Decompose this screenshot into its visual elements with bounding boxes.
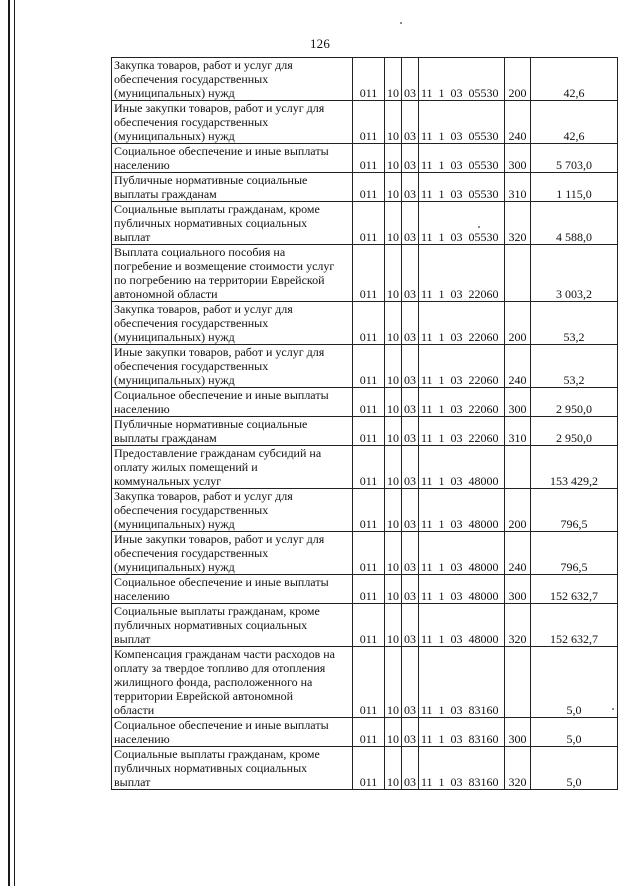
expense-name-line: Социальные выплаты гражданам, кроме [114, 604, 320, 618]
expense-name-line: (муниципальных) нужд [114, 373, 235, 387]
expense-type-cell: 300 [505, 388, 531, 417]
table-row [112, 173, 618, 202]
subsection-code-cell: 03 [402, 173, 419, 202]
ministry-code-cell: 011 [353, 575, 385, 604]
target-article-cell: 11 1 03 83160 [419, 718, 505, 747]
subsection-code-cell: 03 [402, 388, 419, 417]
section-code-cell: 10 [385, 532, 402, 575]
expense-name-line: жилищного фонда, расположенного на [114, 675, 313, 689]
expense-type-cell: 310 [505, 173, 531, 202]
expense-name-line: Социальные выплаты гражданам, кроме [114, 202, 320, 216]
expense-name-line: (муниципальных) нужд [114, 129, 235, 143]
amount-cell: 5,0 [531, 647, 618, 718]
amount-cell: 152 632,7 [531, 575, 618, 604]
amount-cell: 5 703,0 [531, 144, 618, 173]
expense-name-line: Социальное обеспечение и иные выплаты [114, 718, 329, 732]
expense-name-line: территории Еврейской автономной [114, 689, 294, 703]
amount-cell: 152 632,7 [531, 604, 618, 647]
ministry-code-cell: 011 [353, 718, 385, 747]
target-article-cell: 11 1 03 22060 [419, 417, 505, 446]
expense-name-line: Предоставление гражданам субсидий на [114, 446, 322, 460]
table-row [112, 532, 618, 575]
expense-name-line: Иные закупки товаров, работ и услуг для [114, 532, 325, 546]
table-row [112, 144, 618, 173]
expense-name-line: выплат [114, 632, 151, 646]
expense-name-line: публичных нормативных социальных [114, 216, 308, 230]
expense-name-line: населению [114, 732, 170, 746]
expense-name-cell [112, 575, 353, 604]
expense-name-line: Закупка товаров, работ и услуг для [114, 302, 293, 316]
section-code-cell: 10 [385, 718, 402, 747]
expense-name-line: коммунальных услуг [114, 474, 222, 488]
target-article-cell: 11 1 03 48000 [419, 575, 505, 604]
table-row [112, 747, 618, 790]
expense-name-line: обеспечения государственных [114, 316, 269, 330]
section-code-cell: 10 [385, 144, 402, 173]
expense-name-line: Социальные выплаты гражданам, кроме [114, 747, 320, 761]
table-row [112, 302, 618, 345]
expense-name-cell [112, 604, 353, 647]
table-row [112, 345, 618, 388]
expense-name-line: (муниципальных) нужд [114, 560, 235, 574]
expense-type-cell [505, 446, 531, 489]
expense-name-line: Социальное обеспечение и иные выплаты [114, 388, 329, 402]
expense-name-line: по погребению на территории Еврейской [114, 273, 325, 287]
amount-cell: 153 429,2 [531, 446, 618, 489]
amount-cell: 2 950,0 [531, 417, 618, 446]
ministry-code-cell: 011 [353, 345, 385, 388]
expense-name-cell [112, 747, 353, 790]
expense-name-line: Иные закупки товаров, работ и услуг для [114, 101, 325, 115]
amount-cell: 5,0 [531, 718, 618, 747]
target-article-cell: 11 1 03 48000 [419, 446, 505, 489]
ministry-code-cell: 011 [353, 647, 385, 718]
ministry-code-cell: 011 [353, 173, 385, 202]
section-code-cell: 10 [385, 101, 402, 144]
expense-name-line: выплат [114, 230, 151, 244]
table-row [112, 604, 618, 647]
expense-type-cell [505, 647, 531, 718]
expense-type-cell: 240 [505, 532, 531, 575]
expense-type-cell: 300 [505, 144, 531, 173]
target-article-cell: 11 1 03 22060 [419, 245, 505, 302]
binding-edge-line [14, 0, 15, 886]
expense-name-line: выплаты гражданам [114, 187, 217, 201]
ministry-code-cell: 011 [353, 747, 385, 790]
target-article-cell: 11 1 03 48000 [419, 532, 505, 575]
section-code-cell: 10 [385, 747, 402, 790]
expense-type-cell: 320 [505, 604, 531, 647]
expense-name-cell [112, 202, 353, 245]
expense-type-cell: 320 [505, 202, 531, 245]
subsection-code-cell: 03 [402, 446, 419, 489]
table-row [112, 388, 618, 417]
expense-name-line: (муниципальных) нужд [114, 330, 235, 344]
amount-cell: 42,6 [531, 58, 618, 101]
expense-name-cell [112, 245, 353, 302]
expense-name-line: обеспечения государственных [114, 503, 269, 517]
subsection-code-cell: 03 [402, 747, 419, 790]
expense-name-line: Закупка товаров, работ и услуг для [114, 489, 293, 503]
amount-cell: 796,5 [531, 489, 618, 532]
section-code-cell: 10 [385, 245, 402, 302]
expense-name-line: выплат [114, 775, 151, 789]
expense-name-line: Социальное обеспечение и иные выплаты [114, 575, 329, 589]
expense-name-line: населению [114, 158, 170, 172]
subsection-code-cell: 03 [402, 575, 419, 604]
expense-name-line: области [114, 703, 155, 717]
table-row [112, 718, 618, 747]
target-article-cell: 11 1 03 48000 [419, 489, 505, 532]
scan-speck [400, 22, 402, 24]
expense-type-cell: 320 [505, 747, 531, 790]
expense-type-cell: 310 [505, 417, 531, 446]
expense-name-line: Иные закупки товаров, работ и услуг для [114, 345, 325, 359]
expense-name-line: обеспечения государственных [114, 359, 269, 373]
expense-name-cell [112, 101, 353, 144]
expense-name-line: Публичные нормативные социальные [114, 173, 308, 187]
ministry-code-cell: 011 [353, 417, 385, 446]
expense-name-line: Публичные нормативные социальные [114, 417, 308, 431]
subsection-code-cell: 03 [402, 718, 419, 747]
ministry-code-cell: 011 [353, 58, 385, 101]
expense-type-cell: 240 [505, 101, 531, 144]
target-article-cell: 11 1 03 05530 [419, 144, 505, 173]
amount-cell: 53,2 [531, 345, 618, 388]
expense-name-cell [112, 718, 353, 747]
expense-name-line: автономной области [114, 287, 218, 301]
expense-name-line: Закупка товаров, работ и услуг для [114, 58, 293, 72]
table-row [112, 202, 618, 245]
subsection-code-cell: 03 [402, 417, 419, 446]
target-article-cell: 11 1 03 83160 [419, 747, 505, 790]
expense-name-line: обеспечения государственных [114, 72, 269, 86]
subsection-code-cell: 03 [402, 345, 419, 388]
subsection-code-cell: 03 [402, 101, 419, 144]
expense-name-cell [112, 446, 353, 489]
subsection-code-cell: 03 [402, 144, 419, 173]
subsection-code-cell: 03 [402, 202, 419, 245]
ministry-code-cell: 011 [353, 532, 385, 575]
ministry-code-cell: 011 [353, 202, 385, 245]
expense-name-line: публичных нормативных социальных [114, 618, 308, 632]
subsection-code-cell: 03 [402, 58, 419, 101]
table-row [112, 575, 618, 604]
table-row [112, 58, 618, 101]
target-article-cell: 11 1 03 83160 [419, 647, 505, 718]
ministry-code-cell: 011 [353, 388, 385, 417]
section-code-cell: 10 [385, 446, 402, 489]
section-code-cell: 10 [385, 388, 402, 417]
page-number: 126 [309, 36, 331, 51]
expense-type-cell: 200 [505, 58, 531, 101]
expense-type-cell: 200 [505, 302, 531, 345]
expense-name-line: населению [114, 402, 170, 416]
expense-name-line: (муниципальных) нужд [114, 517, 235, 531]
amount-cell: 796,5 [531, 532, 618, 575]
expense-name-cell [112, 417, 353, 446]
target-article-cell: 11 1 03 05530 [419, 173, 505, 202]
expense-name-cell [112, 302, 353, 345]
table-row [112, 489, 618, 532]
expense-name-line: Компенсация гражданам части расходов на [114, 647, 335, 661]
expense-name-line: выплаты гражданам [114, 431, 217, 445]
target-article-cell: 11 1 03 05530 [419, 101, 505, 144]
subsection-code-cell: 03 [402, 302, 419, 345]
ministry-code-cell: 011 [353, 604, 385, 647]
ministry-code-cell: 011 [353, 489, 385, 532]
expense-name-line: Выплата социального пособия на [114, 245, 286, 259]
expense-type-cell: 200 [505, 489, 531, 532]
section-code-cell: 10 [385, 302, 402, 345]
target-article-cell: 11 1 03 05530 [419, 202, 505, 245]
expense-name-cell [112, 647, 353, 718]
section-code-cell: 10 [385, 173, 402, 202]
amount-cell: 53,2 [531, 302, 618, 345]
expense-name-cell [112, 345, 353, 388]
target-article-cell: 11 1 03 22060 [419, 302, 505, 345]
expense-type-cell: 240 [505, 345, 531, 388]
target-article-cell: 11 1 03 22060 [419, 345, 505, 388]
section-code-cell: 10 [385, 647, 402, 718]
amount-cell: 4 588,0 [531, 202, 618, 245]
ministry-code-cell: 011 [353, 144, 385, 173]
amount-cell: 1 115,0 [531, 173, 618, 202]
expense-name-cell [112, 144, 353, 173]
amount-cell: 5,0 [531, 747, 618, 790]
expense-name-line: обеспечения государственных [114, 115, 269, 129]
expense-name-line: обеспечения государственных [114, 546, 269, 560]
ministry-code-cell: 011 [353, 446, 385, 489]
subsection-code-cell: 03 [402, 647, 419, 718]
section-code-cell: 10 [385, 604, 402, 647]
expense-name-line: оплату жилых помещений и [114, 460, 258, 474]
subsection-code-cell: 03 [402, 245, 419, 302]
budget-table [111, 57, 618, 790]
expense-type-cell: 300 [505, 718, 531, 747]
target-article-cell: 11 1 03 05530 [419, 58, 505, 101]
section-code-cell: 10 [385, 489, 402, 532]
expense-name-cell [112, 489, 353, 532]
section-code-cell: 10 [385, 575, 402, 604]
target-article-cell: 11 1 03 48000 [419, 604, 505, 647]
table-row [112, 446, 618, 489]
table-row [112, 417, 618, 446]
expense-name-cell [112, 173, 353, 202]
subsection-code-cell: 03 [402, 604, 419, 647]
expense-name-line: публичных нормативных социальных [114, 761, 308, 775]
expense-name-line: (муниципальных) нужд [114, 86, 235, 100]
section-code-cell: 10 [385, 202, 402, 245]
expense-name-cell [112, 58, 353, 101]
ministry-code-cell: 011 [353, 101, 385, 144]
expense-name-line: оплату за твердое топливо для отопления [114, 661, 326, 675]
ministry-code-cell: 011 [353, 245, 385, 302]
ministry-code-cell: 011 [353, 302, 385, 345]
amount-cell: 42,6 [531, 101, 618, 144]
target-article-cell: 11 1 03 22060 [419, 388, 505, 417]
amount-cell: 3 003,2 [531, 245, 618, 302]
table-row [112, 101, 618, 144]
table-row [112, 245, 618, 302]
subsection-code-cell: 03 [402, 532, 419, 575]
expense-name-line: населению [114, 589, 170, 603]
expense-name-line: погребение и возмещение стоимости услуг [114, 259, 335, 273]
table-row [112, 647, 618, 718]
section-code-cell: 10 [385, 58, 402, 101]
expense-name-line: Социальное обеспечение и иные выплаты [114, 144, 329, 158]
expense-name-cell [112, 388, 353, 417]
section-code-cell: 10 [385, 417, 402, 446]
expense-name-cell [112, 532, 353, 575]
subsection-code-cell: 03 [402, 489, 419, 532]
section-code-cell: 10 [385, 345, 402, 388]
amount-cell: 2 950,0 [531, 388, 618, 417]
expense-type-cell [505, 245, 531, 302]
binding-edge-line [8, 0, 10, 886]
expense-type-cell: 300 [505, 575, 531, 604]
budget-table-body [112, 58, 618, 790]
